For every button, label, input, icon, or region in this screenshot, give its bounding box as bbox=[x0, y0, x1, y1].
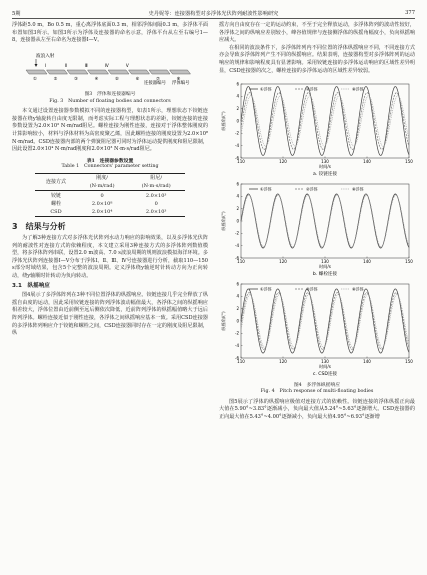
wave-label: 波浪入射 bbox=[36, 53, 55, 59]
table-row bbox=[35, 200, 185, 208]
running-header bbox=[12, 8, 415, 19]
y-tick-label: -2 bbox=[235, 230, 239, 236]
col-damping-unit: (N·m·s/rad) bbox=[127, 182, 185, 191]
row-damping: 2.0×10³ bbox=[127, 208, 185, 217]
connector-label: Ⅲ bbox=[84, 62, 88, 68]
float-label: ③ bbox=[74, 75, 78, 81]
float-block bbox=[26, 70, 47, 74]
pitch-chart bbox=[220, 82, 413, 178]
y-tick-label: 4 bbox=[236, 293, 239, 299]
figure-3 bbox=[12, 49, 208, 105]
pitch-paragraph: 图4展示了多浮体阵列在3种不同位置浮体的纵摇响应。铰链连接几乎完全释放了纵摇自由度的运动，因此采用铰链连接的阵列浮体波动幅值最大，各浮体之间的纵摇响应相差较大，浮体位置由近前侧至远后侧依次降低，近前阵列浮体的纵摇幅值略大于远后阵列浮体。螺栓连接近似于刚性连接，各浮体之间纵摇响应基本一致。采用CSD连接器的多浮体阵列响应介于铰链和螺栓之间，CSD连接器同时存在一定的刚度及阻尼限制，纵 bbox=[12, 292, 208, 337]
x-tick-label: 130 bbox=[321, 259, 329, 265]
col-stiffness: 刚度/ bbox=[77, 173, 127, 182]
plot-frame bbox=[241, 184, 409, 258]
table1-caption-cn: 表1 连接器参数设置 bbox=[86, 157, 134, 164]
fig4-caption-en: Fig. 4 Pitch response of multi-floating bodies bbox=[260, 389, 374, 395]
x-tick-label: 120 bbox=[279, 159, 287, 165]
legend-entry: ②浮体 bbox=[306, 186, 318, 192]
running-title: 史丹妮等：连接器构型对多浮体光伏阵列耐波性影响研究 bbox=[148, 11, 279, 17]
series-line bbox=[241, 195, 409, 248]
y-tick-label: -2 bbox=[235, 130, 239, 136]
y-tick-label: 0 bbox=[236, 318, 239, 324]
x-tick-label: 130 bbox=[321, 359, 329, 365]
float-label: ⑦ bbox=[156, 75, 160, 81]
y-tick-label: 6 bbox=[236, 281, 239, 287]
x-tick-label: 150 bbox=[405, 359, 413, 365]
issue-number: 5期 bbox=[12, 11, 21, 17]
y-tick-label: 2 bbox=[236, 206, 239, 212]
table-row bbox=[35, 191, 185, 200]
y-tick-label: 6 bbox=[236, 181, 239, 187]
wave-arrow-head bbox=[35, 64, 38, 67]
pitch-chart bbox=[220, 182, 413, 278]
connector-label: Ⅴ bbox=[125, 62, 129, 68]
pitch-charts bbox=[219, 78, 415, 378]
y-tick-label: 0 bbox=[236, 118, 239, 124]
row-type: CSD bbox=[35, 208, 77, 217]
y-tick-label: -4 bbox=[235, 343, 239, 349]
legend-entry: ⑧浮体 bbox=[352, 286, 364, 292]
row-damping: 0 bbox=[154, 200, 158, 207]
legend-entry: ①浮体 bbox=[260, 286, 272, 292]
legend-entry: ⑧浮体 bbox=[352, 186, 364, 192]
y-tick-label: -6 bbox=[235, 155, 239, 161]
legend-connector: 连接器编号 bbox=[144, 80, 166, 86]
float-block bbox=[67, 70, 88, 74]
y-axis-label: 纵摇角/(°) bbox=[221, 311, 226, 331]
connector-label: Ⅰ bbox=[44, 62, 46, 68]
x-axis-label: 时间/s bbox=[319, 164, 331, 170]
series-line bbox=[241, 195, 409, 247]
series-line bbox=[241, 293, 409, 350]
table-row bbox=[35, 208, 185, 217]
float-block bbox=[88, 70, 109, 74]
series-line bbox=[241, 87, 409, 156]
x-tick-label: 110 bbox=[237, 359, 245, 365]
y-tick-label: -6 bbox=[235, 255, 239, 261]
float-label: ⑤ bbox=[115, 75, 119, 81]
right-top-paragraph: 摇方向自由度存在一定的运动约束，不至于完全释放运动，多浮体阵列的波动性较好，各浮体之间的纵响应差别较小，峰谷值规律与连接侧浮体的纵摇角幅度小，负向纵摇响应减大。 bbox=[219, 22, 415, 44]
subsection-heading: 3.1 纵摇响应 bbox=[12, 282, 50, 289]
float-block bbox=[170, 70, 191, 74]
col-stiffness-unit: (N·m/rad) bbox=[77, 182, 127, 191]
pitch-chart bbox=[220, 282, 413, 378]
legend-entry: ②浮体 bbox=[306, 86, 318, 92]
connector-table bbox=[35, 173, 185, 218]
x-tick-label: 150 bbox=[405, 259, 413, 265]
legend-float: 浮体编号 bbox=[172, 80, 190, 86]
y-tick-label: 0 bbox=[236, 218, 239, 224]
row-stiffness: 2.0×10⁸ bbox=[91, 200, 113, 207]
y-tick-label: -4 bbox=[235, 243, 239, 249]
subfigure-label: a. 铰链连接 bbox=[312, 172, 338, 178]
y-tick-label: 2 bbox=[236, 306, 239, 312]
x-tick-label: 140 bbox=[363, 259, 371, 265]
section-heading: 3 结果与分析 bbox=[12, 222, 66, 232]
x-tick-label: 110 bbox=[237, 259, 245, 265]
float-label: ④ bbox=[94, 75, 99, 81]
x-tick-label: 150 bbox=[405, 159, 413, 165]
fig4-caption-cn: 图4 多浮体纵摇响应 bbox=[293, 382, 341, 388]
series-line bbox=[241, 295, 409, 348]
x-tick-label: 120 bbox=[279, 359, 287, 365]
float-label: ⑥ bbox=[135, 75, 140, 81]
connector-label: Ⅱ bbox=[64, 62, 67, 68]
connector-label: Ⅳ bbox=[104, 62, 109, 68]
y-tick-label: 6 bbox=[236, 81, 239, 87]
x-tick-label: 130 bbox=[321, 159, 329, 165]
legend-entry: ⑧浮体 bbox=[352, 86, 364, 92]
x-tick-label: 140 bbox=[363, 359, 371, 365]
float-label: ⑧ bbox=[176, 75, 181, 81]
float-label: ② bbox=[53, 75, 58, 81]
page-number: 377 bbox=[405, 10, 415, 16]
intro-paragraph: 浮体距5.0 m，Bo 0.5 m，重心离浮体底面0.3 m，相邻浮体间隔0.3 m，多浮体平面布置如图3所示。如图3所示为浮体及连接器的命名示意，浮体平台从左至右编号1—8，连接器从左至右命名为连接器Ⅰ—Ⅴ。 bbox=[12, 22, 208, 44]
connector-paragraph: 本文通过设置连接器参数模拟不同的连接器构型，如表1所示，理想状态下铰链连接器在绕y轴旋转自由度无限制，而考虑实际工程与理想状态的差距，铰链连接的连接参数设置为2.0×10³ N·m/rad阻尼。螺栓连接为刚性连接，连接对于浮体整体刚度的计算影响较小，材料与浮体材料为高密度聚乙烯，因此螺栓连接的刚度设置为2.0×10⁸ N·m/rad。CSD连接器内部的两个弹簧阻尼器可同时为浮体运动提供刚度和阻尼限制，因此设置2.0×10⁴ N·m/rad刚度和2.0×10³ N·m·s/rad阻尼。 bbox=[12, 108, 208, 153]
y-tick-label: 4 bbox=[236, 193, 239, 199]
y-tick-label: 2 bbox=[236, 106, 239, 112]
col-damping: 阻尼/ bbox=[127, 173, 185, 182]
y-axis-label: 纵摇角/(°) bbox=[221, 111, 226, 131]
y-axis-label: 纵摇角/(°) bbox=[221, 211, 226, 231]
legend-entry: ②浮体 bbox=[306, 286, 318, 292]
y-tick-label: 4 bbox=[236, 93, 239, 99]
left-column bbox=[12, 22, 208, 338]
row-type: 螺栓 bbox=[50, 200, 61, 207]
subfigure-label: c. CSD连接 bbox=[312, 372, 338, 378]
col-type: 连接方式 bbox=[35, 173, 77, 191]
row-stiffness: 2.0×10⁴ bbox=[77, 208, 127, 217]
table1-caption-en: Table 1 Connectors' parameter setting bbox=[61, 164, 159, 170]
float-row bbox=[26, 70, 191, 74]
extremes-paragraph: 图5展示了浮体的纵摇响应极值对连接方式的依赖性。铰链连接的浮体纵摇正向最大值在5.90°~3.83°逐渐减小，负向最大值从5.24°~5.63°逐渐增大。CSD连接器的正向最大值在5.43°~4.00°逐渐减小，负向最大值4.95°~6.93°逐渐增 bbox=[219, 398, 415, 420]
fig3-caption-cn: 图3 浮体和连接器编号 bbox=[84, 92, 136, 98]
x-axis-label: 时间/s bbox=[319, 264, 331, 270]
float-block bbox=[129, 70, 150, 74]
results-paragraph: 为了解3种连接方式对多浮体光伏阵列水动力响应的影响效果，以及多浮体光伏阵列的耐波性对连接方式的依赖程度，本文建立采用3种连接方式的多浮体阵列数值模型，将多浮体阵列串联，设置2.0 m波高、7.0 s波浪周期的规则波浪模拟海洋环境。多浮体光伏阵列连接器Ⅰ—Ⅴ分布于浮体Ⅰ、Ⅱ、Ⅲ、Ⅳ号连接器进行分析，截取110—150 s部分时域结果，包含5个完整的波浪周期。定义浮体绕y轴逆时针转动方向为正向转动，绕y轴顺时针转动为负向转动。 bbox=[12, 235, 208, 279]
floats-diagram bbox=[12, 49, 208, 89]
row-damping: 2.0×10³ bbox=[145, 192, 167, 199]
subfigure-label: b. 螺栓连接 bbox=[312, 272, 338, 278]
float-block bbox=[108, 70, 129, 74]
series-line bbox=[241, 194, 409, 248]
figure-4 bbox=[219, 78, 415, 395]
right-column bbox=[219, 22, 415, 421]
legend-entry: ①浮体 bbox=[260, 86, 272, 92]
series-line bbox=[241, 289, 409, 353]
x-axis-label: 时间/s bbox=[319, 364, 331, 370]
x-tick-label: 140 bbox=[363, 159, 371, 165]
x-tick-label: 120 bbox=[279, 259, 287, 265]
x-tick-label: 110 bbox=[237, 159, 245, 165]
float-block bbox=[149, 70, 170, 74]
series-line bbox=[241, 93, 409, 150]
float-block bbox=[47, 70, 68, 74]
float-label: ① bbox=[33, 75, 37, 81]
legend-entry: ①浮体 bbox=[260, 186, 272, 192]
y-tick-label: -2 bbox=[235, 330, 239, 336]
series-line bbox=[241, 96, 409, 147]
y-tick-label: -4 bbox=[235, 143, 239, 149]
right-paragraph-2: 在相同的波浪条件下，多浮体阵列内不同位置的浮体纵摇响应不同，不同连接方式亦会导致多浮体阵列产生不同的纵摇响应。结果表明，连接器构型对多浮体阵列的运动响应的规律和影响程度具有显著影响。采用铰链连接的多浮体运动响应的区域性差异明显，CSD连接器的次之，螺栓连接的多浮体运动的区域性差异较弱。 bbox=[219, 44, 415, 74]
fig3-caption-en: Fig. 3 Number of floating bodies and connectors bbox=[49, 98, 171, 104]
row-stiffness: 0 bbox=[100, 192, 104, 199]
y-tick-label: -6 bbox=[235, 355, 239, 361]
row-type: 铰链 bbox=[50, 192, 61, 199]
